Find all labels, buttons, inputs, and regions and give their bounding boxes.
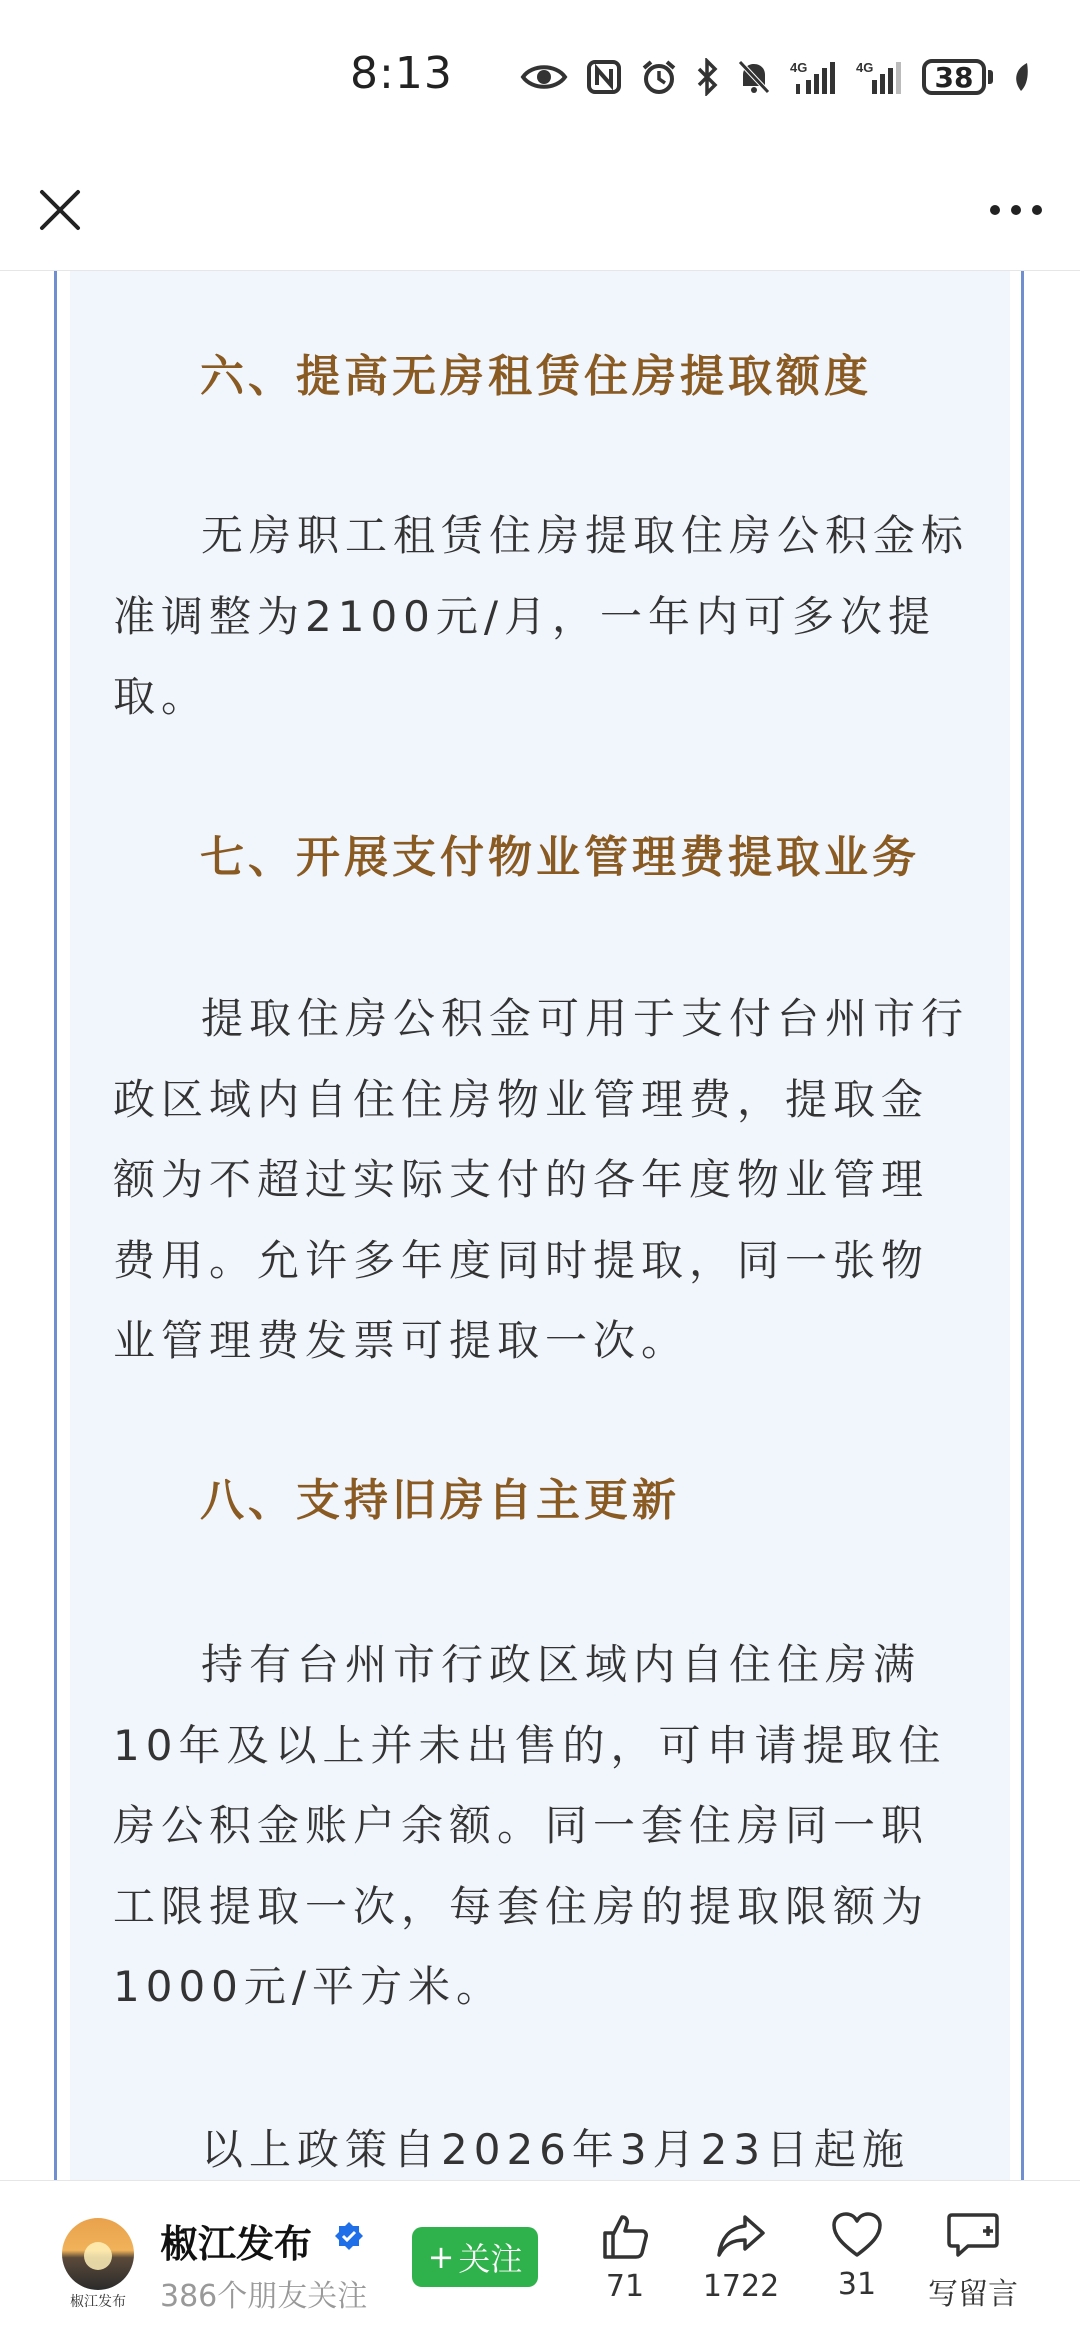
section-heading: 六、提高无房租赁住房提取额度 (200, 351, 872, 402)
avatar[interactable] (62, 2218, 134, 2290)
thumbs-up-icon (600, 2211, 650, 2261)
avatar-caption: 椒江发布 (70, 2294, 126, 2310)
comment-label: 写留言 (928, 2277, 1018, 2312)
account-name[interactable]: 椒江发布 (160, 2222, 313, 2266)
favorite-button[interactable] (797, 2211, 917, 2302)
more-button[interactable] (976, 178, 1056, 242)
like-count: 71 (605, 2269, 645, 2304)
close-button[interactable] (28, 178, 92, 242)
nfc-icon (586, 59, 622, 95)
mute-icon (736, 58, 772, 96)
close-icon (39, 189, 81, 231)
battery-icon (922, 59, 993, 95)
favorite-count: 31 (837, 2267, 877, 2302)
section-paragraph: 无房职工租赁住房提取住房公积金标准调整为2100元/月，一年内可多次提取。 (113, 511, 970, 721)
battery-level: 38 (922, 59, 986, 95)
signal-4g-icon (856, 58, 904, 96)
heart-icon (831, 2211, 883, 2259)
svg-text:4G: 4G (790, 60, 808, 75)
verified-icon (334, 2221, 364, 2251)
alarm-icon (640, 58, 678, 96)
signal-4g-icon (790, 58, 838, 96)
comment-icon (946, 2211, 1000, 2261)
status-time: 8:13 (350, 48, 453, 99)
eye-icon (520, 60, 568, 94)
section-heading: 七、开展支付物业管理费提取业务 (200, 832, 920, 883)
share-button[interactable] (681, 2211, 801, 2304)
article-content[interactable] (0, 271, 1080, 2180)
status-bar (0, 0, 1080, 150)
leaf-icon (1011, 61, 1031, 93)
section-paragraph: 持有台州市行政区域内自住住房满10年及以上并未出售的，可申请提取住房公积金账户余额。同一套住房同一职工限提取一次，每套住房的提取限额为1000元/平方米。 (113, 1640, 947, 2011)
bluetooth-icon (696, 58, 718, 96)
share-icon (715, 2211, 767, 2261)
top-nav (0, 150, 1080, 271)
share-count: 1722 (702, 2269, 780, 2304)
like-button[interactable] (565, 2211, 685, 2304)
comment-button[interactable] (913, 2211, 1033, 2313)
plus-icon: + (427, 2238, 455, 2276)
svg-text:4G: 4G (856, 60, 874, 75)
follow-label: 关注 (458, 2240, 523, 2278)
bottom-bar (0, 2180, 1080, 2341)
more-icon (989, 204, 1043, 216)
closing-paragraph: 以上政策自2026年3月23日起施 (201, 2125, 911, 2174)
follow-button[interactable] (412, 2227, 538, 2287)
status-icons (520, 52, 1031, 102)
followers-count: 386个朋友关注 (160, 2279, 368, 2314)
section-heading: 八、支持旧房自主更新 (200, 1475, 680, 1526)
section-paragraph: 提取住房公积金可用于支付台州市行政区域内自住住房物业管理费，提取金额为不超过实际支付的各年度物业管理费用。允许多年度同时提取，同一张物业管理费发票可提取一次。 (113, 994, 970, 1365)
